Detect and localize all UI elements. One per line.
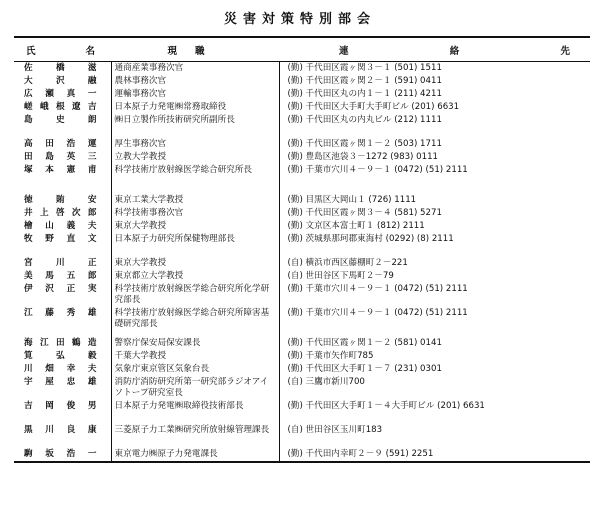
- table-row: [14, 151, 590, 164]
- member-contact: (勤) 千葉市穴川４－９－１ (0472) (51) 2111: [287, 165, 468, 175]
- member-name: 川畑幸夫: [24, 364, 97, 374]
- member-post: 科学技術事務次官: [111, 207, 279, 220]
- header-post: 現職: [111, 37, 279, 62]
- table-row: [14, 188, 590, 207]
- member-name: 高田浩運: [24, 139, 97, 149]
- member-post: 東京都立大学教授: [111, 270, 279, 283]
- member-name: 黒川良康: [24, 425, 97, 435]
- header-contact: 連絡先: [279, 37, 590, 62]
- header-name: 氏名: [14, 37, 111, 62]
- member-contact: (勤) 千代田区大手町大手町ビル (201) 6631: [287, 102, 460, 112]
- member-name: 塚本憲甫: [24, 165, 97, 175]
- member-name: 井上啓次郎: [24, 208, 97, 218]
- member-name: 檜山義夫: [24, 221, 97, 231]
- table-row: [14, 350, 590, 363]
- member-name: 牧野直文: [24, 234, 97, 244]
- member-post: 日本原子力研究所保健物理部長: [111, 233, 279, 257]
- member-contact: (勤) 千代田区丸の内１－１ (211) 4211: [287, 89, 442, 99]
- table-row: [14, 233, 590, 257]
- member-post: 運輸事務次官: [111, 88, 279, 101]
- table-row: [14, 164, 590, 188]
- member-contact: (自) 世田谷区下馬町２－79: [287, 271, 394, 281]
- member-post: 東京電力㈱原子力発電課長: [111, 448, 279, 462]
- member-post: 科学技術庁放射線医学総合研究所障害基礎研究部長: [111, 307, 279, 331]
- member-contact: (勤) 豊島区池袋３－1272 (983) 0111: [287, 152, 439, 162]
- table-row: [14, 270, 590, 283]
- member-name: 田島英三: [24, 152, 97, 162]
- member-name: 嵯峨根遼吉: [24, 102, 97, 112]
- table-body: [14, 62, 590, 463]
- member-name: 佐橋滋: [24, 63, 97, 73]
- member-post: 東京大学教授: [111, 257, 279, 270]
- table-row: [14, 101, 590, 114]
- member-name: 徳賄安: [24, 195, 97, 205]
- member-post: 立教大学教授: [111, 151, 279, 164]
- member-name: 江藤秀雄: [24, 308, 97, 318]
- document-title: 災害対策特別部会: [223, 12, 376, 27]
- table-row: [14, 363, 590, 376]
- member-name: 伊沢正実: [24, 284, 97, 294]
- member-post: 厚生事務次官: [111, 138, 279, 151]
- member-contact: (勤) 目黒区大岡山１ (726) 1111: [287, 195, 417, 205]
- member-contact: (勤) 千代田区霞ヶ関３－１ (501) 1511: [287, 63, 442, 73]
- member-post: ㈱日立製作所技術研究所副所長: [111, 114, 279, 138]
- member-post: 科学技術庁放射線医学総合研究所長: [111, 164, 279, 188]
- table-row: [14, 207, 590, 220]
- member-post: 通商産業事務次官: [111, 62, 279, 76]
- member-post: 三菱原子力工業㈱研究所放射線管理課長: [111, 424, 279, 448]
- table-row: [14, 114, 590, 138]
- member-contact: (自) 三鷹市新川700: [287, 377, 365, 387]
- table-row: [14, 424, 590, 448]
- member-post: 気象庁東京管区気象台長: [111, 363, 279, 376]
- table-header-row: [14, 37, 590, 62]
- member-contact: (勤) 千代田区丸の内丸ビル (212) 1111: [287, 115, 442, 125]
- table-row: [14, 376, 590, 400]
- member-contact: (勤) 茨城県那珂郡東海村 (0292) (8) 2111: [287, 234, 454, 244]
- member-name: 宇屋忠雄: [24, 377, 97, 387]
- member-contact: (勤) 千代田区霞ヶ関１－２ (581) 0141: [287, 338, 442, 348]
- table-row: [14, 331, 590, 350]
- member-contact: (勤) 文京区本富士町１ (812) 2111: [287, 221, 425, 231]
- member-post: 日本原子力発電㈱常務取締役: [111, 101, 279, 114]
- table-row: [14, 257, 590, 270]
- member-post: 農林事務次官: [111, 75, 279, 88]
- table-row: [14, 307, 590, 331]
- member-name: 島史朗: [24, 115, 97, 125]
- table-row: [14, 75, 590, 88]
- member-name: 宮川正: [24, 258, 97, 268]
- member-name: 大沢融: [24, 76, 97, 86]
- member-post: 科学技術庁放射線医学総合研究所化学研究部長: [111, 283, 279, 307]
- member-post: 消防庁消防研究所第一研究部ラジオアイソトープ研究室長: [111, 376, 279, 400]
- member-post: 日本原子力発電㈱取締役技術部長: [111, 400, 279, 424]
- member-contact: (自) 横浜市西区藤棚町２－221: [287, 258, 408, 268]
- member-name: 吉岡俊男: [24, 401, 97, 411]
- member-post: 東京大学教授: [111, 220, 279, 233]
- member-post: 警察庁保安局保安課長: [111, 331, 279, 350]
- member-contact: (勤) 千代田区霞ヶ関１－２ (503) 1711: [287, 139, 442, 149]
- member-contact: (勤) 千代田内幸町２－９ (591) 2251: [287, 449, 434, 459]
- member-name: 海江田鶴造: [24, 338, 97, 348]
- member-contact: (勤) 千葉市穴川４－９－１ (0472) (51) 2111: [287, 284, 468, 294]
- member-name: 広瀬真一: [24, 89, 97, 99]
- member-name: 駒坂浩一: [24, 449, 97, 459]
- table-row: [14, 62, 590, 76]
- member-table: [14, 36, 590, 463]
- member-contact: (勤) 千葉市矢作町785: [287, 351, 374, 361]
- member-contact: (自) 世田谷区玉川町183: [287, 425, 383, 435]
- member-contact: (勤) 千代田区霞ヶ関２－１ (591) 0411: [287, 76, 442, 86]
- member-contact: (勤) 千代田区大手町１－４大手町ビル (201) 6631: [287, 401, 485, 411]
- member-contact: (勤) 千代田区大手町１－７ (231) 0301: [287, 364, 442, 374]
- member-name: 筧弘毅: [24, 351, 97, 361]
- member-post: 東京工業大学教授: [111, 188, 279, 207]
- member-contact: (勤) 千葉市穴川４－９－１ (0472) (51) 2111: [287, 308, 468, 318]
- table-row: [14, 138, 590, 151]
- table-row: [14, 448, 590, 462]
- member-contact: (勤) 千代田区霞ヶ関３－４ (581) 5271: [287, 208, 442, 218]
- table-row: [14, 400, 590, 424]
- table-row: [14, 220, 590, 233]
- table-row: [14, 283, 590, 307]
- table-row: [14, 88, 590, 101]
- member-post: 千葉大学教授: [111, 350, 279, 363]
- member-name: 美馬五郎: [24, 271, 97, 281]
